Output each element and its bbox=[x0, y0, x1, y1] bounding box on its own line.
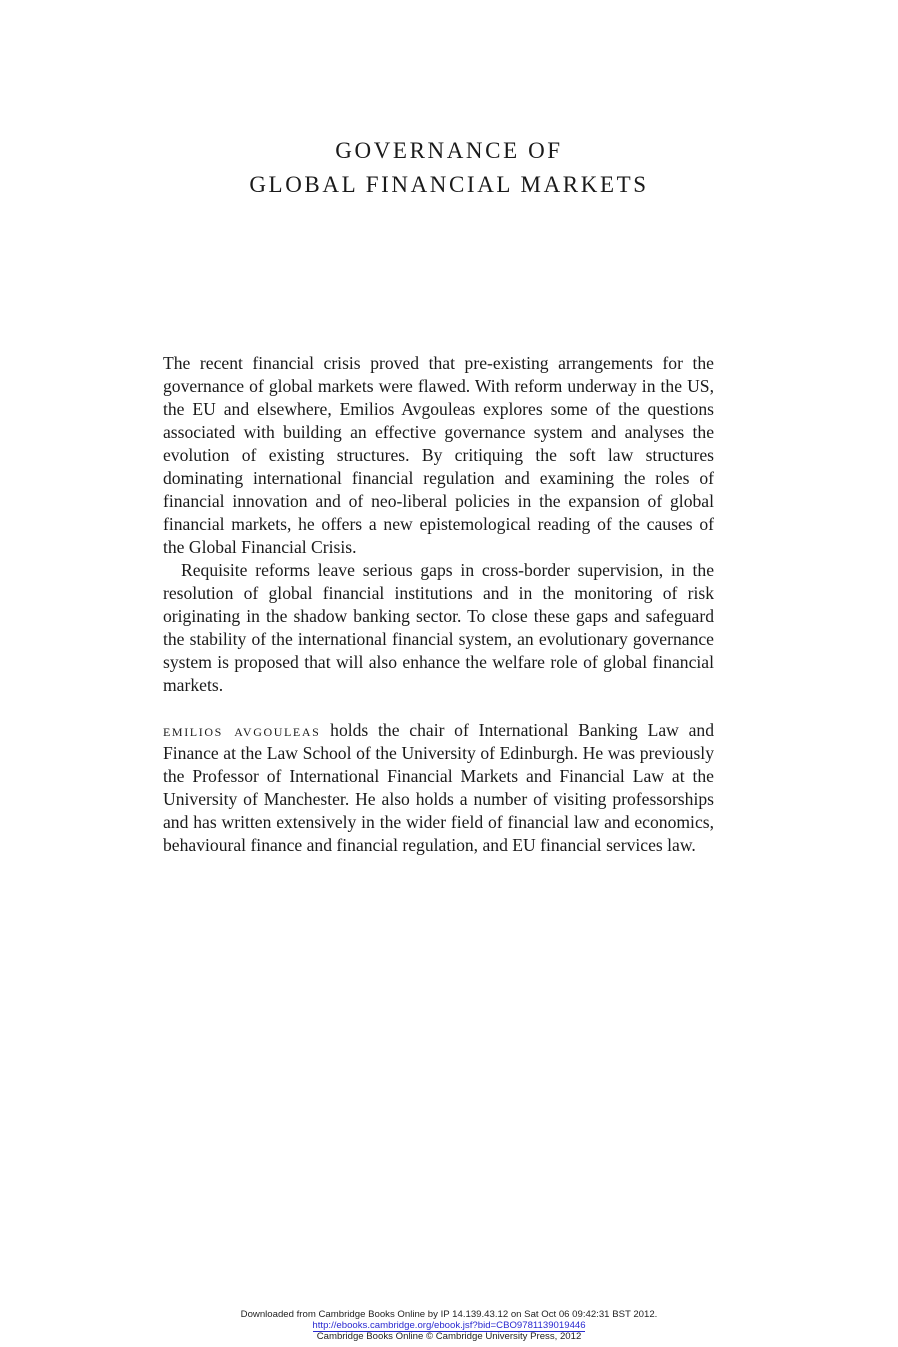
author-bio bbox=[163, 719, 714, 857]
copyright-notice: Cambridge Books Online © Cambridge University Press, 2012 bbox=[313, 1331, 586, 1343]
download-footer bbox=[0, 1310, 898, 1343]
book-title-line-1: GOVERNANCE OF bbox=[335, 138, 563, 163]
book-title bbox=[0, 134, 898, 202]
download-notice: Downloaded from Cambridge Books Online by IP 14.139.43.12 on Sat Oct 06 09:42:31 BST 2012. bbox=[240, 1309, 658, 1320]
ebook-link[interactable]: http://ebooks.cambridge.org/ebook.jsf?bid=CBO9781139019446 bbox=[312, 1319, 586, 1331]
description-paragraph-1: The recent financial crisis proved that pre-existing arrangements for the governance of global markets were flawed. With reform underway in the US, the EU and elsewhere, Emilios Avgouleas explores some of the questions associated with building an effective governance system and analyses the evolution of existing structures. By critiquing the soft law structures dominating international financial regulation and examining the roles of financial innovation and of neo-liberal policies in the expansion of global financial markets, he offers a new epistemological reading of the causes of the Global Financial Crisis. bbox=[163, 353, 714, 557]
book-description bbox=[163, 352, 714, 857]
book-title-line-2: GLOBAL FINANCIAL MARKETS bbox=[249, 172, 649, 197]
author-bio-text: holds the chair of International Banking Law and Finance at the Law School of the University of Edinburgh. He was previously the Professor of International Financial Markets and Financial Law at the University of Manchester. He also holds a number of visiting professorships and has written extensively in the wider field of financial law and economics, behavioural finance and financial regulation, and EU financial services law. bbox=[163, 720, 715, 855]
description-paragraph-2: Requisite reforms leave serious gaps in cross-border supervision, in the resolution of global financial institutions and in the monitoring of risk originating in the shadow banking sector. To close these gaps and safeguard the stability of the international financial system, an evolutionary governance system is proposed that will also enhance the welfare role of global financial markets. bbox=[163, 560, 714, 695]
author-name: emilios avgouleas bbox=[163, 720, 321, 740]
